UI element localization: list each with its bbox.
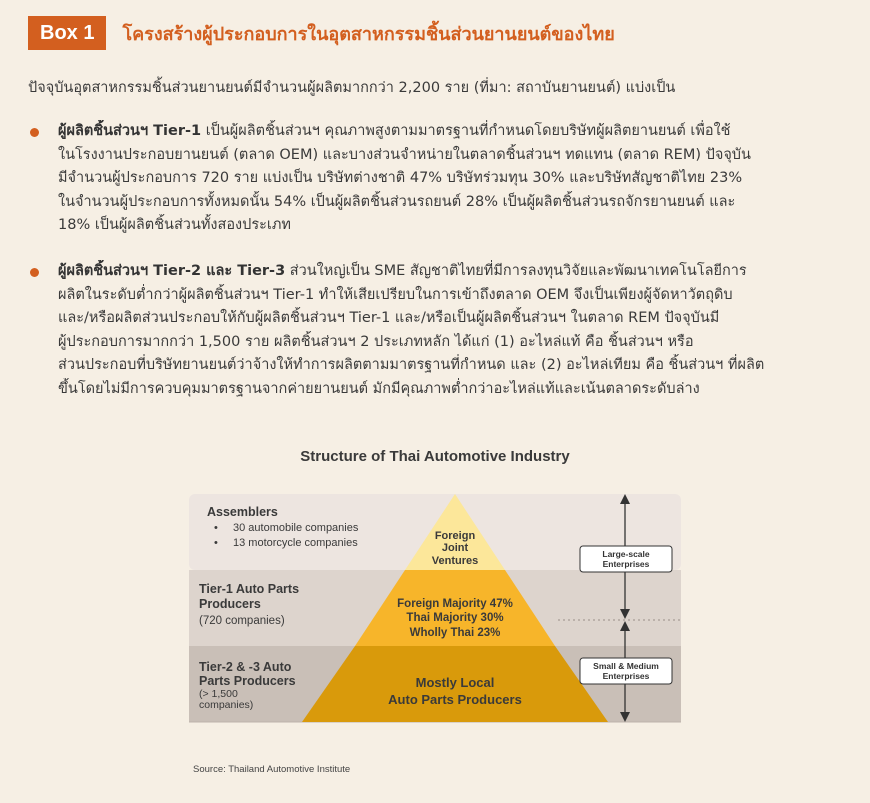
bullet-line: ผลิตในระดับต่ำกว่าผู้ผลิตชิ้นส่วนฯ Tier-1 ทำให้เสียเปรียบในการเข้าถึงตลาด OEM จึงเป็นเพียงผู้จัดหาวัตถุดิบ	[58, 286, 733, 303]
tier2-name: Tier-2 & -3 Auto	[199, 660, 292, 674]
bullet-line: 18% เป็นผู้ผลิตชิ้นส่วนทั้งสองประเภท	[58, 217, 291, 233]
bullet-line: ผู้ประกอบการมากกว่า 1,500 ราย ผลิตชิ้นส่วนฯ 2 ประเภทหลัก ได้แก่ (1) อะไหล่แท้ คือ ชิ้นส่วนฯ หรือ	[58, 333, 694, 350]
bullet-line: ขึ้นโดยไม่มีการควบคุมมาตรฐานจากค่ายยานยนต์ มักมีคุณภาพต่ำกว่าอะไหล่แท้และเน้นตลาดระดับล่าง	[58, 380, 700, 397]
pyramid-middle-label: Thai Majority 30%	[406, 612, 504, 624]
tier0-bullet-dot: •	[214, 537, 218, 549]
pyramid-bottom-label: Mostly Local	[415, 675, 495, 690]
pyramid-bottom-label: Auto Parts Producers	[388, 692, 522, 707]
diagram-title: Structure of Thai Automotive Industry	[300, 448, 570, 465]
bullet-text: ส่วนใหญ่เป็น SME สัญชาติไทยที่มีการลงทุนวิจัยและพัฒนาเทคโนโลยีการ	[285, 263, 747, 279]
tier0-item: 13 motorcycle companies	[233, 537, 358, 549]
large-scale-label: Enterprises	[602, 559, 650, 569]
bullet-dot	[30, 128, 39, 137]
tier2-count: companies)	[199, 699, 254, 711]
pyramid-top-label: Joint	[441, 542, 469, 554]
bullet-line: ส่วนประกอบที่บริษัทยานยนต์ว่าจ้างให้ทำการผลิตตามมาตรฐานที่กำหนด และ (2) อะไหล่เทียม คือ ชิ้นส่วนฯ ที่ผลิต	[58, 357, 765, 373]
bullet-tier1	[28, 120, 842, 238]
industry-structure-diagram	[0, 480, 870, 730]
tier1-name: Tier-1 Auto Parts	[199, 582, 300, 596]
bullet-lead: ผู้ผลิตชิ้นส่วนฯ Tier-1	[58, 123, 202, 139]
bullet-line	[58, 260, 842, 284]
tier0-bullet-dot: •	[214, 522, 218, 534]
tier0-name: Assemblers	[207, 505, 278, 519]
pyramid-middle-label: Foreign Majority 47%	[397, 598, 513, 610]
large-scale-label: Large-scale	[602, 549, 650, 559]
box-header	[28, 16, 615, 50]
bullet-tier2-3	[28, 260, 842, 401]
box-label: Box 1	[28, 16, 106, 50]
bullet-dot	[30, 268, 39, 277]
pyramid-middle-label: Wholly Thai 23%	[409, 627, 501, 639]
sme-label: Enterprises	[602, 671, 650, 681]
tier2-name: Parts Producers	[199, 674, 296, 688]
tier2-count: (> 1,500	[199, 688, 238, 700]
bullet-line: มีจำนวนผู้ประกอบการ 720 ราย แบ่งเป็น บริษัทต่างชาติ 47% บริษัทร่วมทุน 30% และบริษัทสัญชาติไทย 23%	[58, 170, 743, 186]
intro-paragraph: ปัจจุบันอุตสาหกรรมชิ้นส่วนยานยนต์มีจำนวนผู้ผลิตมากกว่า 2,200 ราย (ที่มา: สถาบันยานยนต์) แบ่งเป็น	[28, 80, 676, 96]
tier1-count: (720 companies)	[199, 615, 285, 627]
bullet-line	[58, 120, 842, 144]
bullet-lead: ผู้ผลิตชิ้นส่วนฯ Tier-2 และ Tier-3	[58, 263, 286, 279]
bullet-line: ในจำนวนผู้ประกอบการทั้งหมดนั้น 54% เป็นผู้ผลิตชิ้นส่วนรถยนต์ 28% เป็นผู้ผลิตชิ้นส่วนรถจักรยานยนต์ และ	[58, 193, 736, 210]
source-note: Source: Thailand Automotive Institute	[193, 764, 351, 775]
pyramid-top-label: Ventures	[431, 555, 479, 567]
tier0-item: 30 automobile companies	[233, 522, 359, 534]
bullet-line: ในโรงงานประกอบยานยนต์ (ตลาด OEM) และบางส่วนจำหน่ายในตลาดชิ้นส่วนฯ ทดแทน (ตลาด REM) ปัจจุบัน	[58, 146, 751, 163]
bullet-line: และ/หรือผลิตส่วนประกอบให้กับผู้ผลิตชิ้นส่วนฯ Tier-1 และ/หรือเป็นผู้ผลิตชิ้นส่วนฯ ในตลาด REM ปัจจุบันมี	[58, 310, 720, 326]
sme-label: Small & Medium	[593, 661, 659, 671]
pyramid-top-label: Foreign	[434, 530, 476, 542]
bullet-text: เป็นผู้ผลิตชิ้นส่วนฯ คุณภาพสูงตามมาตรฐานที่กำหนดโดยบริษัทผู้ผลิตยานยนต์ เพื่อใช้	[201, 123, 731, 139]
tier1-name: Producers	[199, 597, 261, 611]
box-title: โครงสร้างผู้ประกอบการในอุตสาหกรรมชิ้นส่วนยานยนต์ของไทย	[122, 23, 615, 45]
